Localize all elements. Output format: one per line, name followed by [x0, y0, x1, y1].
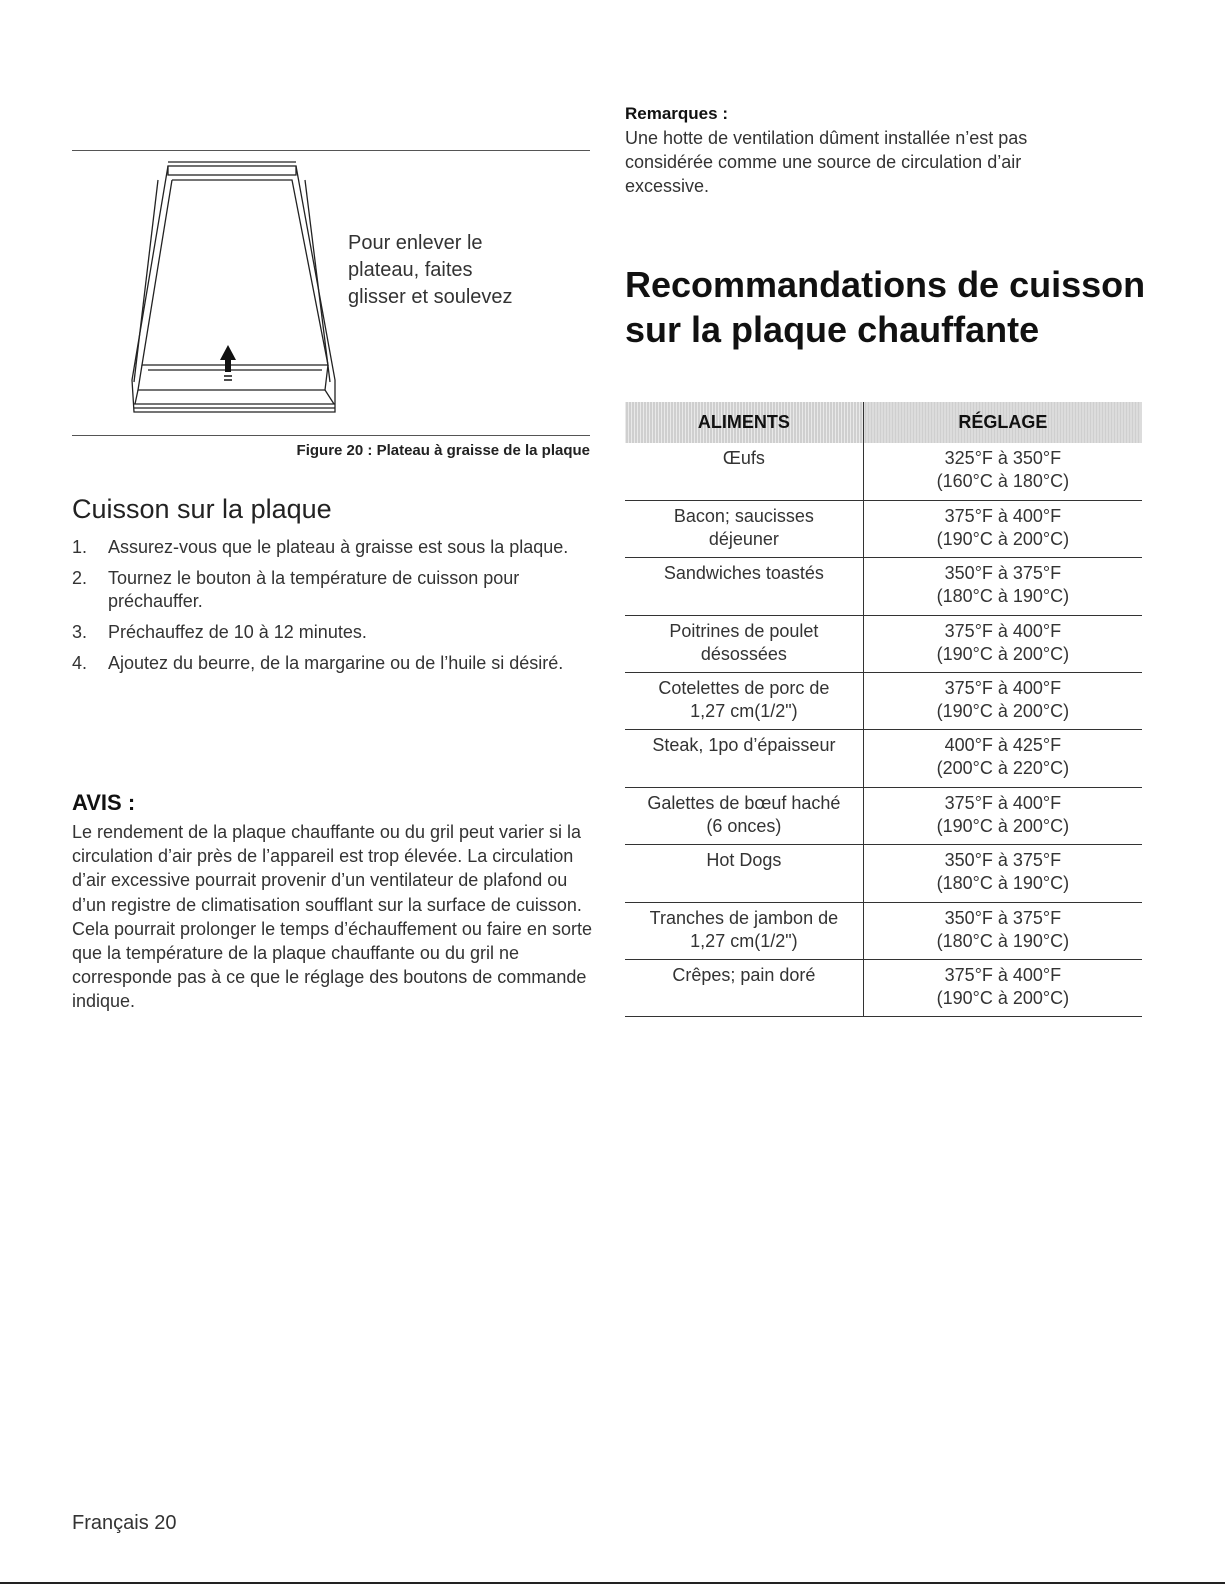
food-cell-line: Œufs	[722, 448, 765, 468]
food-cell-line: Tranches de jambon de	[649, 907, 839, 928]
table-row	[625, 960, 1142, 1017]
food-cell	[625, 500, 863, 557]
table-row	[625, 845, 1142, 902]
food-cell-line: Galettes de bœuf haché	[647, 792, 841, 813]
remarks-text: Une hotte de ventilation dûment installée n’est pas considérée comme une source de circulation d’air excessive.	[625, 128, 1028, 196]
food-cell	[625, 787, 863, 844]
list-item	[72, 567, 572, 613]
table-row	[625, 673, 1142, 730]
figure-caption: Figure 20 : Plateau à graisse de la plaque	[296, 442, 590, 459]
setting-cell-line: (190°C à 200°C)	[936, 988, 1070, 1009]
table-body	[625, 443, 1142, 1017]
table-row	[625, 787, 1142, 844]
list-item	[72, 652, 572, 675]
food-cell-line: Bacon; saucisses	[673, 505, 814, 526]
setting-cell-line: 375°F à 400°F	[944, 678, 1062, 699]
food-cell-line: déjeuner	[708, 528, 779, 549]
table-row	[625, 615, 1142, 672]
food-cell-line: Sandwiches toastés	[663, 563, 824, 584]
page-footer: Français 20	[72, 1512, 177, 1534]
table-row	[625, 500, 1142, 557]
setting-cell	[863, 558, 1142, 615]
setting-cell-line: 375°F à 400°F	[944, 505, 1062, 526]
setting-cell-line: (180°C à 190°C)	[936, 873, 1070, 894]
setting-cell-line: 375°F à 400°F	[944, 792, 1062, 813]
food-cell	[625, 845, 863, 902]
figure-callout-line: glisser et soulevez	[348, 286, 513, 308]
food-cell-line: (6 onces)	[706, 815, 782, 836]
food-cell	[625, 558, 863, 615]
column-header-food: ALIMENTS	[625, 402, 863, 443]
setting-cell-line: 350°F à 375°F	[944, 563, 1062, 584]
food-cell-line: désossées	[700, 643, 787, 664]
figure-callout-line: plateau, faites	[348, 259, 473, 281]
food-cell-line: 1,27 cm(1/2")	[690, 930, 798, 951]
list-item	[72, 621, 572, 644]
setting-cell-line: (180°C à 190°C)	[936, 930, 1070, 951]
food-cell	[625, 615, 863, 672]
food-cell-line: Crêpes; pain doré	[672, 965, 816, 986]
table-row	[625, 443, 1142, 500]
food-cell-line: Cotelettes de porc de	[658, 678, 830, 699]
table-row	[625, 558, 1142, 615]
setting-cell-line: 350°F à 375°F	[944, 850, 1062, 871]
setting-cell	[863, 845, 1142, 902]
food-cell-line: 1,27 cm(1/2")	[690, 701, 798, 722]
setting-cell-line: (180°C à 190°C)	[936, 586, 1070, 607]
step-text: Préchauffez de 10 à 12 minutes.	[108, 622, 367, 642]
step-number: 1.	[72, 537, 88, 557]
setting-cell-line: (190°C à 200°C)	[936, 643, 1070, 664]
remarks-title: Remarques :	[625, 104, 728, 123]
up-arrow-icon	[220, 345, 236, 380]
table-header-row	[625, 402, 1142, 443]
food-cell-line: Steak, 1po d’épaisseur	[652, 735, 836, 756]
table-row	[625, 730, 1142, 787]
setting-cell	[863, 615, 1142, 672]
food-cell	[625, 902, 863, 959]
setting-cell	[863, 787, 1142, 844]
step-number: 4.	[72, 653, 88, 673]
food-cell-line: Poitrines de poulet	[669, 620, 819, 641]
notice-title: AVIS :	[72, 790, 136, 815]
setting-cell	[863, 673, 1142, 730]
setting-cell-line: (200°C à 220°C)	[936, 758, 1070, 779]
figure-callout-line: Pour enlever le	[348, 232, 483, 254]
step-number: 3.	[72, 622, 88, 642]
figure-callout	[348, 230, 578, 311]
cooking-settings-table	[625, 402, 1142, 1017]
setting-cell-line: (190°C à 200°C)	[936, 701, 1070, 722]
cooking-steps-list	[72, 536, 572, 683]
food-cell-line: Hot Dogs	[706, 850, 782, 871]
food-cell	[625, 673, 863, 730]
list-item	[72, 536, 572, 559]
step-text: Assurez-vous que le plateau à graisse est sous la plaque.	[108, 537, 569, 557]
setting-cell	[863, 730, 1142, 787]
recommendations-heading: Recommandations de cuisson sur la plaque chauffante	[625, 264, 1146, 350]
notice-text: Le rendement de la plaque chauffante ou du gril peut varier si la circulation d’air près de l’appareil est trop élevée. La circulation d’air excessive pourrait provenir d’un ventilateur de plafond ou d’un registre de climatisation soufflant sur la surface de cuisson. Cela pourrait prolonger le temps d’échauffement ou faire en sorte que la température de la plaque chauffante ou du gril ne corresponde pas à ce que le réglage des boutons de commande indique.	[72, 822, 592, 1012]
column-header-setting: RÉGLAGE	[863, 402, 1142, 443]
table-row	[625, 902, 1142, 959]
setting-cell	[863, 443, 1142, 500]
step-number: 2.	[72, 568, 88, 588]
setting-cell	[863, 902, 1142, 959]
bottom-rule	[0, 1582, 1225, 1584]
food-cell	[625, 443, 863, 500]
setting-cell-line: 400°F à 425°F	[944, 735, 1062, 756]
setting-cell-line: (190°C à 200°C)	[936, 528, 1070, 549]
grease-tray-figure	[72, 150, 590, 437]
setting-cell-line: (190°C à 200°C)	[936, 815, 1070, 836]
setting-cell-line: (160°C à 180°C)	[936, 471, 1070, 491]
setting-cell-line: 375°F à 400°F	[944, 620, 1062, 641]
food-cell	[625, 730, 863, 787]
setting-cell-line: 375°F à 400°F	[944, 965, 1062, 986]
setting-cell-line: 350°F à 375°F	[944, 907, 1062, 928]
setting-cell-line: 325°F à 350°F	[944, 448, 1062, 468]
setting-cell	[863, 500, 1142, 557]
food-cell	[625, 960, 863, 1017]
section-title-cooking: Cuisson sur la plaque	[72, 494, 332, 524]
step-text: Tournez le bouton à la température de cuisson pour préchauffer.	[108, 568, 520, 611]
setting-cell	[863, 960, 1142, 1017]
step-text: Ajoutez du beurre, de la margarine ou de l’huile si désiré.	[108, 653, 564, 673]
